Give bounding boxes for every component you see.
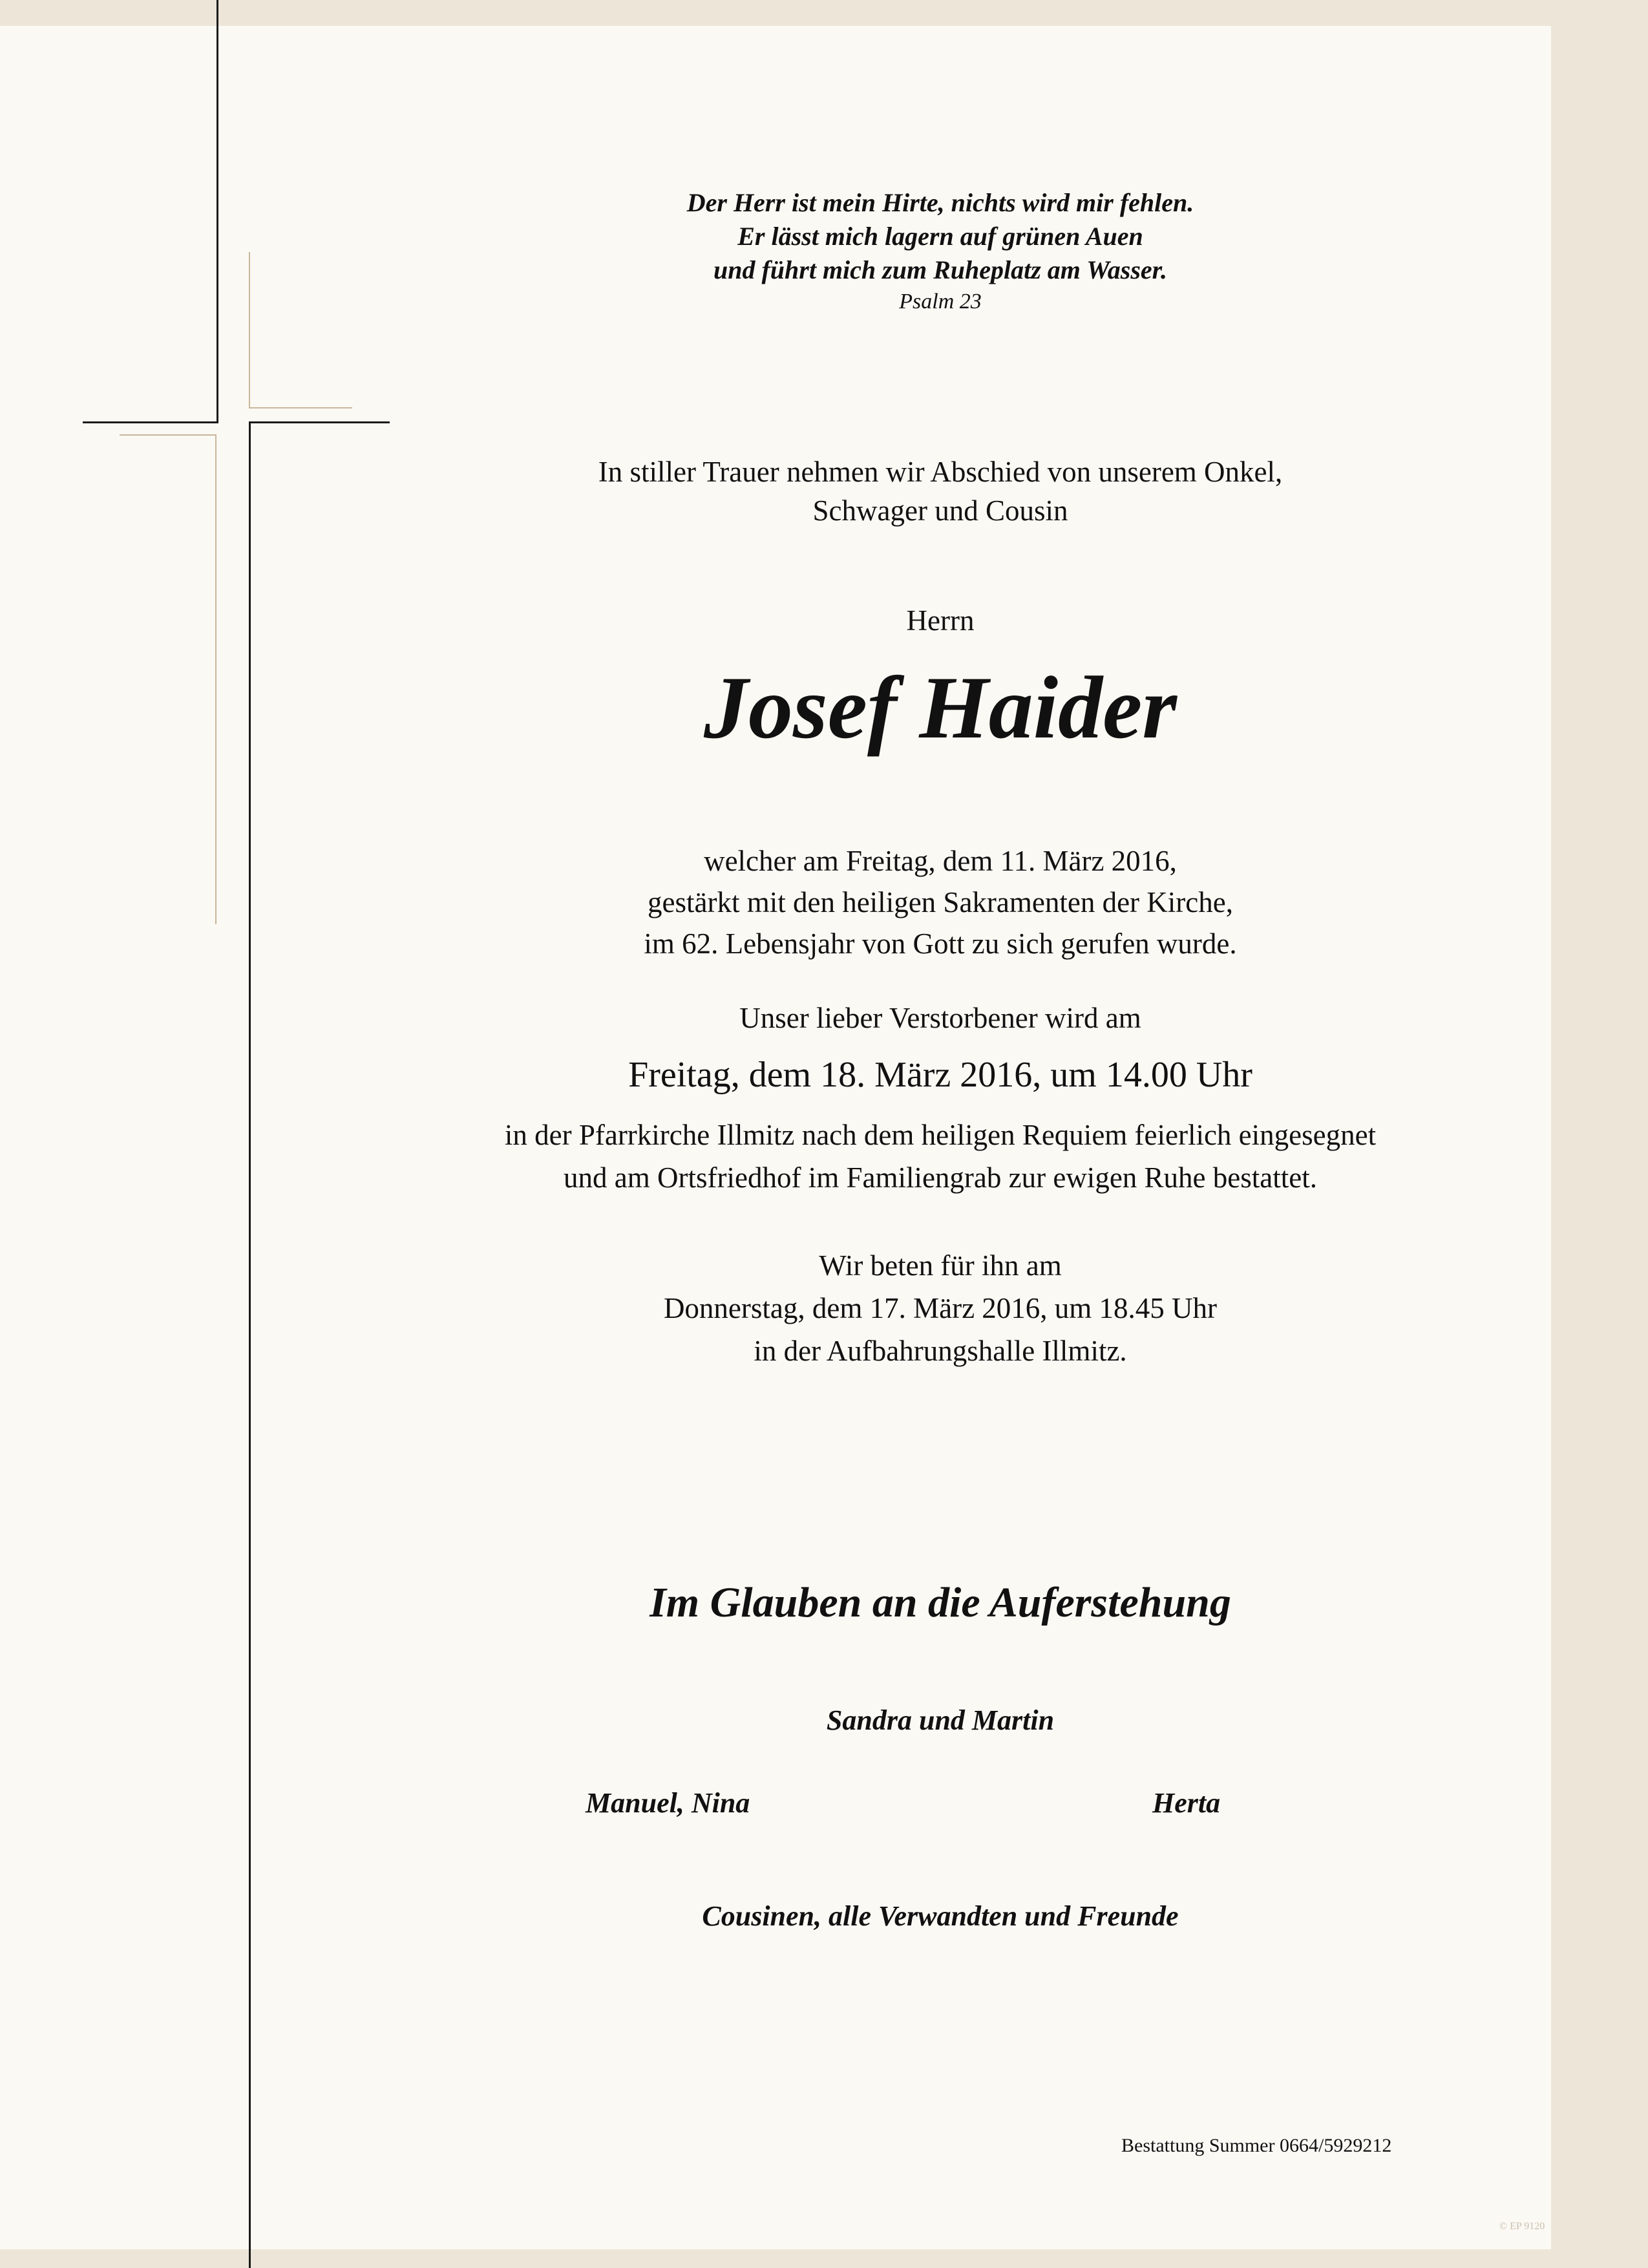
psalm-line: und führt mich zum Ruheplatz am Wasser. [713,255,1168,284]
product-code: © EP 9120 [1499,2221,1545,2232]
deceased-name: Josef Haider [703,658,1178,757]
funeral-place-line: in der Pfarrkirche Illmitz nach dem heiligen Requiem feierlich eingesegnet [504,1119,1377,1151]
prayer-line: Donnerstag, dem 17. März 2016, um 18.45 Uhr [663,1292,1218,1324]
faith-line: Im Glauben an die Auferstehung [650,1579,1231,1626]
psalm-reference: Psalm 23 [899,290,982,313]
mourners-line: Sandra und Martin [826,1704,1055,1736]
death-line: gestärkt mit den heiligen Sakramenten der Kirche, [648,886,1233,918]
prayer-notice [291,1244,1590,1372]
intro-line: Schwager und Cousin [812,494,1068,527]
funeral-date: Freitag, dem 18. März 2016, um 14.00 Uhr [628,1055,1252,1095]
death-line: welcher am Freitag, dem 11. März 2016, [704,845,1177,877]
death-notice [291,840,1590,964]
funeral-place-line: und am Ortsfriedhof im Familiengrab zur ewigen Ruhe bestattet. [564,1161,1317,1194]
psalm-line: Der Herr ist mein Hirte, nichts wird mir fehlen. [686,188,1194,217]
salutation: Herrn [906,604,975,637]
psalm-line: Er lässt mich lagern auf grünen Auen [737,222,1143,251]
relatives-line: Cousinen, alle Verwandten und Freunde [702,1900,1179,1932]
prayer-line: Wir beten für ihn am [819,1249,1062,1282]
psalm-quote [291,186,1590,317]
funeral-place [291,1114,1590,1199]
mourners-left: Manuel, Nina [586,1787,750,1819]
funeral-intro: Unser lieber Verstorbener wird am [739,1002,1141,1034]
prayer-line: in der Aufbahrungshalle Illmitz. [754,1335,1127,1367]
intro-line: In stiller Trauer nehmen wir Abschied von unserem Onkel, [598,456,1283,488]
announcement-intro [291,452,1590,530]
mourners-right: Herta [1152,1787,1221,1819]
death-line: im 62. Lebensjahr von Gott zu sich gerufen wurde. [644,927,1237,960]
undertaker-contact: Bestattung Summer 0664/5929212 [1121,2135,1392,2156]
